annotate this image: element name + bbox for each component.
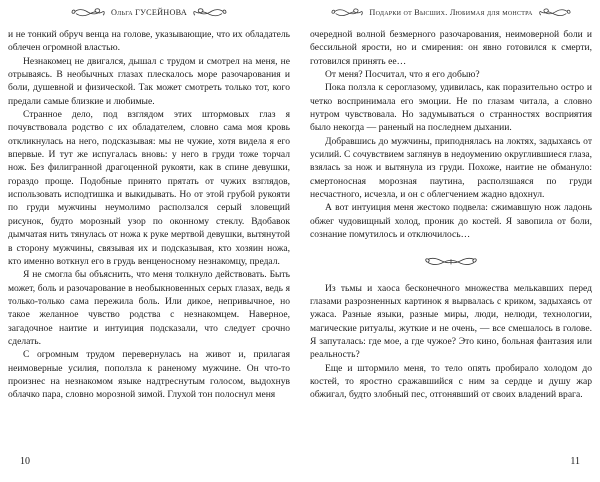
left-page-folio: 10 [20, 456, 30, 467]
paragraph: С огромным трудом перевернулась на живот и, прилагая неимоверные усилия, поползла к раненому мужчине. Он что-то произнес на незнакомом языке надтреснутым голосом, выдохнув облачко пара, словно морозной зимой. Глухой тон полоснул меня [8, 349, 290, 401]
paragraph: Странное дело, под взглядом этих штормовых глаз я почувствовала родство с их обладателем, словно сама моя кровь откликнулась на него, подсказывая: мы не чужие, хотя видела я его впервые. И тут же испугалась вновь: у него в груди тоже торчал нож. Без филигранной драгоценной рукояти, как в спине девушки, гораздо проще. Подобные принято прятать от чужих взглядов, использовать исподтишка и выкидывать. Но от этой грубой рукояти по груди мужчины неумолимо расползался серый зловещий рисунок, будто морозный узор по оконному стеклу. Вдобавок дымчатая нить тянулась от ножа к руке мертвой девушки, вытянутой в сторону мужчины, связывая их и подсказывая, кто хозяин ножа, кто именно воткнул его в грудь венценосному незнакомцу, предал. [8, 109, 290, 267]
paragraph: и не тонкий обруч венца на голове, указывающие, что их обладатель облечен огромной властью. [8, 29, 290, 54]
paragraph: Незнакомец не двигался, дышал с трудом и смотрел на меня, не отрываясь. В необычных глазах плескалось море разочарования и боли, душевной и физической. Так может смотреть только тот, кого предали самые близкие и любимые. [8, 55, 290, 107]
right-page-folio: 11 [570, 456, 580, 467]
section-divider-ornament [310, 255, 592, 268]
right-running-head-text: Подарки от Высших. Любимая для монстра [369, 7, 533, 17]
paragraph: Еще и штормило меня, то тело опять пробирало холодом до костей, то яростно сражавшийся с ним за сердце и душу жар обжигал, будто злобный пес, отгонявший от своих владений врага. [310, 362, 592, 401]
paragraph: очередной волной безмерного разочарования, неимоверной боли и бессильной ярости, но и смирения: он явно готовился к смерти, готовился принять ее… [310, 29, 592, 67]
left-running-head-text: Ольга ГУСЕЙНОВА [111, 7, 187, 17]
paragraph: Пока ползла к сероглазому, удивилась, как поразительно остро и четко воспринимала его эмоции. Не по глазам читала, а словно нутром чувствовала. Но задумываться о странностях восприятия было некогда — раненый на последнем дыхании. [310, 82, 592, 134]
paragraph: Из тьмы и хаоса бесконечного множества мелькавших перед глазами разрозненных картинок я вырвалась с криком, задыхаясь от ужаса. Разные языки, разные миры, люди, нелюди, технологии, магические ритуалы, жуткие и не очень, — все смешалось в голове. Я запуталась: где мое, а где чужое? Это кино, больная фантазия или реальность? [310, 282, 592, 361]
right-page-body [310, 28, 592, 448]
paragraph: А вот интуиция меня жестоко подвела: сжимавшую нож ладонь обжег чудовищный холод, проник до костей. Я завопила от боли, сознание помутилось и отключилось… [310, 202, 592, 241]
flourish-ornament-icon-right [192, 7, 228, 18]
flourish-ornament-icon [70, 7, 106, 18]
right-page [300, 0, 600, 482]
flourish-ornament-icon-right [538, 7, 572, 18]
left-page-body [8, 28, 290, 448]
paragraph: Я не смогла бы объяснить, что меня толкнуло действовать. Быть может, боль и разочарование в необыкновенных серых глазах, ведь я только-только сама пережила боль. Или дикое, непривычное, но такое желанное чувство родства с незнакомцем. Наверное, загадочное наитие и интуиция подсказали, что следует срочно сделать. [8, 269, 290, 347]
right-page-running-head [310, 4, 592, 20]
paragraph: От меня? Посчитал, что я его добыю? [325, 69, 480, 81]
left-page-running-head [8, 4, 290, 20]
flourish-ornament-icon [330, 7, 364, 18]
paragraph: Добравшись до мужчины, приподнялась на локтях, задыхаясь от усилий. С сочувствием заглянув в недоумению округлившиеся глаза, взялась за нож и вытянула из груди. Похоже, наитие не обмануло: смертоносная морозная паутина, расползшаяся по груди несчастного, исчезла, и он с облегчением жадно вдохнул. [310, 135, 592, 201]
